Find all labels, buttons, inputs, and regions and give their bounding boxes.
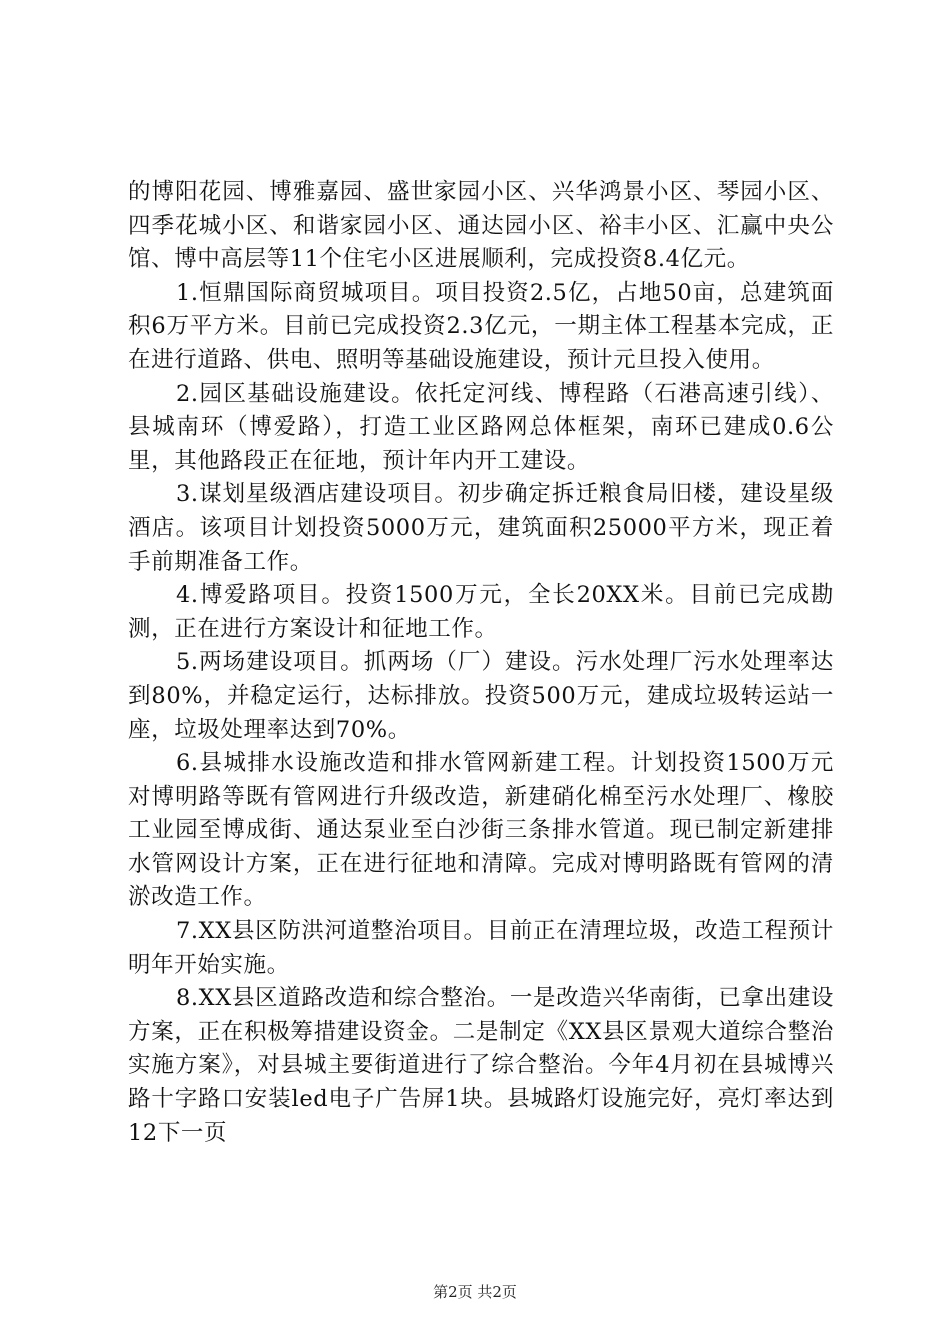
paragraph-item-6: 6.县城排水设施改造和排水管网新建工程。计划投资1500万元对博明路等既有管网进行升级改造，新建硝化棉至污水处理厂、橡胶工业园至博成街、通达泵业至白沙街三条排水管道。现已制定新建排水管网设计方案，正在进行征地和清障。完成对博明路既有管网的清淤改造工作。: [128, 750, 834, 911]
paragraph-item-5: 5.两场建设项目。抓两场（厂）建设。污水处理厂污水处理率达到80%，并稳定运行，达标排放。投资500万元，建成垃圾转运站一座，垃圾处理率达到70%。: [128, 649, 834, 743]
paragraph-item-1: 1.恒鼎国际商贸城项目。项目投资2.5亿，占地50亩，总建筑面积6万平方米。目前已完成投资2.3亿元，一期主体工程基本完成，正在进行道路、供电、照明等基础设施建设，预计元旦投入使用。: [128, 279, 834, 373]
paragraph-item-3: 3.谋划星级酒店建设项目。初步确定拆迁粮食局旧楼，建设星级酒店。该项目计划投资5000万元，建筑面积25000平方米，现正着手前期准备工作。: [128, 481, 834, 575]
paragraph-continuation: 的博阳花园、博雅嘉园、盛世家园小区、兴华鸿景小区、琴园小区、四季花城小区、和谐家园小区、通达园小区、裕丰小区、汇赢中央公馆、博中高层等11个住宅小区进展顺利，完成投资8.4亿元。: [128, 179, 834, 273]
document-body: [128, 176, 834, 1150]
paragraph-item-7: 7.XX县区防洪河道整治项目。目前正在清理垃圾，改造工程预计明年开始实施。: [128, 918, 834, 978]
paragraph-item-2: 2.园区基础设施建设。依托定河线、博程路（石港高速引线）、县城南环（博爱路），打造工业区路网总体框架，南环已建成0.6公里，其他路段正在征地，预计年内开工建设。: [128, 380, 834, 474]
paragraph-item-4: 4.博爱路项目。投资1500万元，全长20XX米。目前已完成勘测，正在进行方案设计和征地工作。: [128, 582, 834, 642]
page-footer: 第2页 共2页: [433, 1283, 517, 1301]
paragraph-item-8: 8.XX县区道路改造和综合整治。一是改造兴华南街，已拿出建设方案，正在积极筹措建设资金。二是制定《XX县区景观大道综合整治实施方案》，对县城主要街道进行了综合整治。今年4月初在县城博兴路十字路口安装led电子广告屏1块。县城路灯设施完好，亮灯率达到12下一页: [128, 985, 834, 1146]
